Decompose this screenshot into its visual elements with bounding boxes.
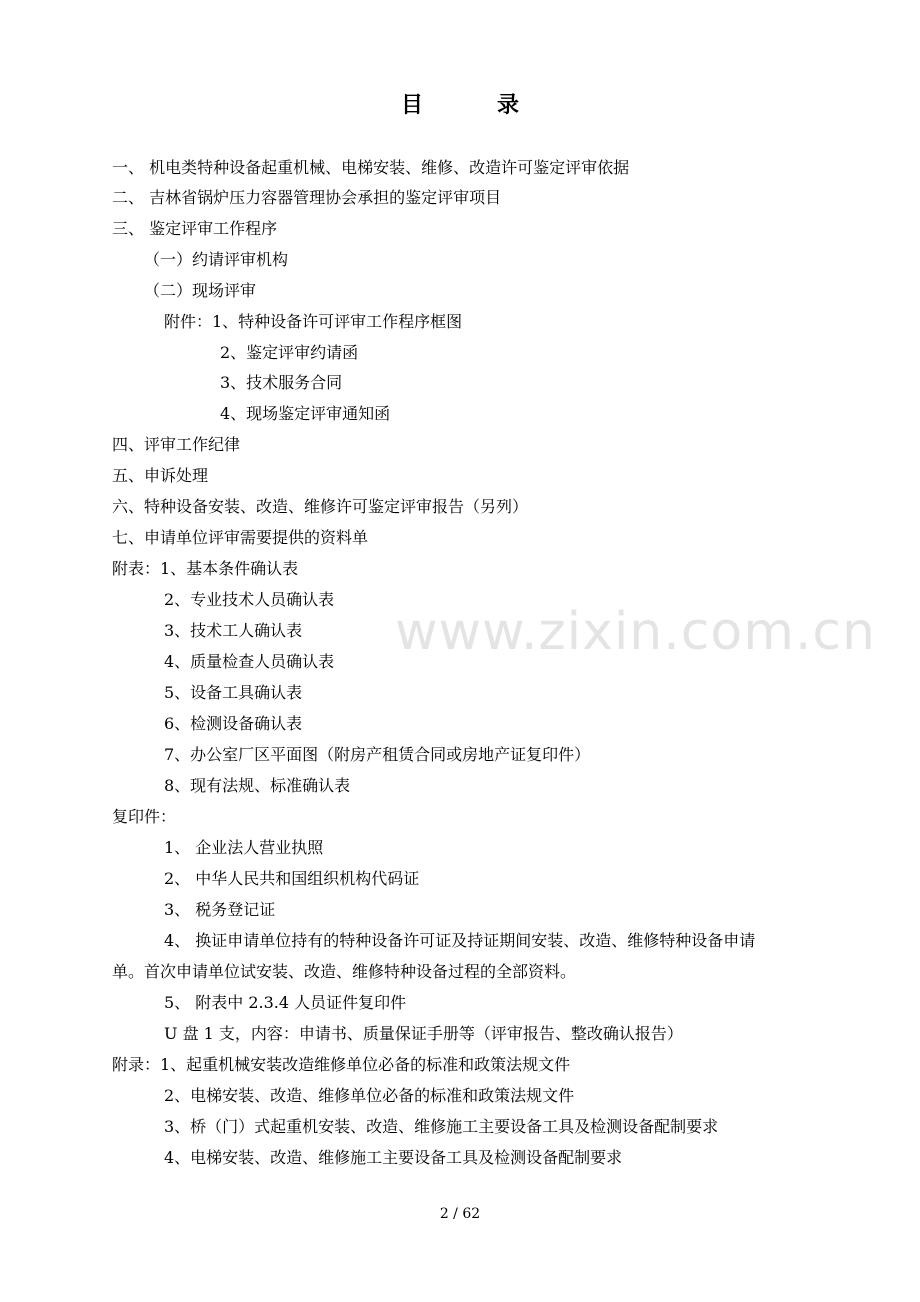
toc-line: 五、申诉处理 bbox=[112, 466, 209, 485]
watermark: www.zixin.com.cn bbox=[395, 602, 876, 662]
toc-line: 6、检测设备确认表 bbox=[164, 714, 303, 733]
toc-line: 7、办公室厂区平面图（附房产租赁合同或房地产证复印件） bbox=[164, 745, 591, 764]
toc-line: （一）约请评审机构 bbox=[144, 250, 289, 269]
toc-line: 5、设备工具确认表 bbox=[164, 683, 303, 702]
toc-line: 附表：1、基本条件确认表 bbox=[112, 559, 299, 578]
toc-line: 3、 税务登记证 bbox=[164, 900, 276, 919]
toc-line: 2、电梯安装、改造、维修单位必备的标准和政策法规文件 bbox=[164, 1086, 575, 1105]
toc-line: 二、 吉林省锅炉压力容器管理协会承担的鉴定评审项目 bbox=[112, 188, 502, 207]
page-title bbox=[0, 88, 920, 119]
toc-line: 复印件： bbox=[112, 807, 177, 826]
toc-line: 2、鉴定评审约请函 bbox=[220, 343, 359, 362]
toc-line: 4、现场鉴定评审通知函 bbox=[220, 404, 391, 423]
toc-line: 2、专业技术人员确认表 bbox=[164, 590, 335, 609]
toc-line: （二）现场评审 bbox=[144, 281, 257, 300]
title-char-left: 目 bbox=[400, 93, 423, 118]
toc-line: 附录：1、起重机械安装改造维修单位必备的标准和政策法规文件 bbox=[112, 1055, 571, 1074]
title-char-right: 录 bbox=[497, 93, 520, 118]
toc-line: 3、技术服务合同 bbox=[220, 373, 343, 392]
toc-line: 2、 中华人民共和国组织机构代码证 bbox=[164, 869, 420, 888]
toc-line: 4、电梯安装、改造、维修施工主要设备工具及检测设备配制要求 bbox=[164, 1148, 623, 1167]
toc-line: 一、 机电类特种设备起重机械、电梯安装、维修、改造许可鉴定评审依据 bbox=[112, 158, 630, 177]
toc-line: 3、技术工人确认表 bbox=[164, 621, 303, 640]
toc-line: 七、申请单位评审需要提供的资料单 bbox=[112, 528, 369, 547]
toc-line: U 盘 1 支，内容：申请书、质量保证手册等（评审报告、整改确认报告） bbox=[164, 1024, 683, 1043]
toc-line: 3、桥（门）式起重机安装、改造、维修施工主要设备工具及检测设备配制要求 bbox=[164, 1117, 719, 1136]
toc-line: 5、 附表中 2.3.4 人员证件复印件 bbox=[164, 993, 407, 1012]
toc-line: 六、特种设备安装、改造、维修许可鉴定评审报告（另列） bbox=[112, 497, 529, 516]
toc-line: 4、质量检查人员确认表 bbox=[164, 652, 335, 671]
toc-line: 单。首次申请单位试安装、改造、维修特种设备过程的全部资料。 bbox=[112, 962, 577, 981]
page-number: 2 / 62 bbox=[439, 1206, 481, 1222]
toc-line: 8、现有法规、标准确认表 bbox=[164, 776, 351, 795]
toc-line: 附件：1、特种设备许可评审工作程序框图 bbox=[164, 312, 463, 331]
toc-line: 三、 鉴定评审工作程序 bbox=[112, 219, 278, 238]
toc-line: 四、评审工作纪律 bbox=[112, 435, 241, 454]
toc-line: 1、 企业法人营业执照 bbox=[164, 838, 324, 857]
toc-line: 4、 换证申请单位持有的特种设备许可证及持证期间安装、改造、维修特种设备申请 bbox=[164, 931, 756, 950]
